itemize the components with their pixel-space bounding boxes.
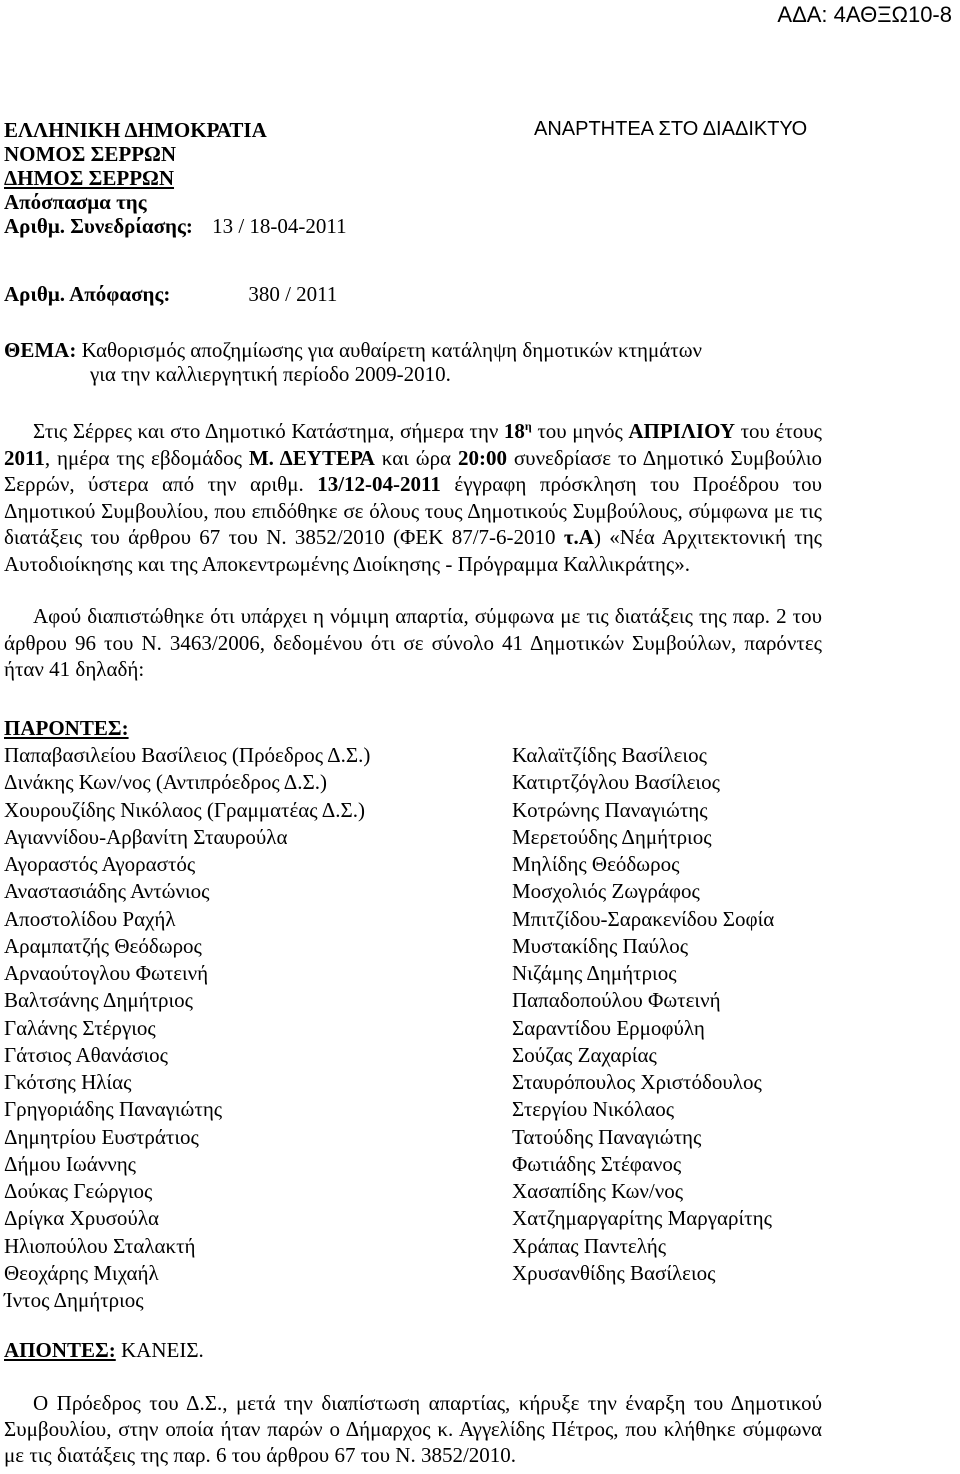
council-member: Αναστασιάδης Αντώνιος bbox=[4, 879, 210, 904]
session-line bbox=[4, 214, 347, 238]
quorum-paragraph: Αφού διαπιστώθηκε ότι υπάρχει η νόμιμη απαρτία, σύμφωνα με τις διατάξεις της παρ. 2 του άρθρου 96 του Ν. 3463/2006, δεδομένου ότι σε σύνολο 41 Δημοτικών Συμβούλων, παρόντες ήταν 41 δηλαδή: bbox=[4, 604, 822, 681]
closing-paragraph: Ο Πρόεδρος του Δ.Σ., μετά την διαπίστωση απαρτίας, κήρυξε την έναρξη του Δημοτικού Συμβουλίου, στην οποία ήταν παρών ο Δήμαρχος κ. Αγγελίδης Πέτρος, που κλήθηκε σύμφωνα με τις διατάξεις της παρ. 6 του άρθρου 67 του Ν. 3852/2010. bbox=[4, 1391, 822, 1467]
council-member: Αποστολίδου Ραχήλ bbox=[4, 906, 176, 931]
council-member: Μυστακίδης Παύλος bbox=[512, 933, 689, 958]
document-header bbox=[4, 118, 347, 238]
council-member: Μοσχολιός Ζωγράφος bbox=[512, 879, 700, 904]
decision-value: 380 / 2011 bbox=[248, 282, 338, 306]
council-member: Παπαβασιλείου Βασίλειος (Πρόεδρος Δ.Σ.) bbox=[4, 743, 371, 767]
council-member: Στεργίου Νικόλαος bbox=[512, 1097, 675, 1122]
header-line-municipality: ΔΗΜΟΣ ΣΕΡΡΩΝ bbox=[4, 166, 175, 190]
council-member: Γάτσιος Αθανάσιος bbox=[4, 1042, 168, 1067]
council-member: Δημητρίου Ευστράτιος bbox=[4, 1124, 199, 1149]
subject-line-1: Καθορισμός αποζημίωσης για αυθαίρετη κατάληψη δημοτικών κτημάτων bbox=[81, 338, 703, 362]
subject bbox=[4, 338, 702, 386]
council-member: Αραμπατζής Θεόδωρος bbox=[4, 933, 202, 958]
meeting-day: 18 bbox=[503, 419, 525, 443]
absent-value: ΚΑΝΕΙΣ. bbox=[121, 1338, 204, 1362]
ada-code: ΑΔΑ: 4ΑΘΞΩ10-8 bbox=[777, 2, 952, 27]
council-member: Σαραντίδου Ερμοφύλη bbox=[512, 1015, 705, 1040]
council-member: Χατζημαργαρίτης Μαργαρίτης bbox=[512, 1206, 772, 1231]
p1-text-h: ) «Νέα Αρχιτεκτονική της Αυτοδιοίκησης και της Αποκεντρωμένης Διοίκησης - Πρόγραμμα Καλλικράτης». bbox=[4, 525, 822, 576]
council-member: Θεοχάρης Μιχαήλ bbox=[4, 1260, 159, 1285]
council-member: Φωτιάδης Στέφανος bbox=[512, 1151, 682, 1176]
decision-label: Αριθμ. Απόφασης: bbox=[4, 282, 171, 306]
council-member: Σούζας Ζαχαρίας bbox=[512, 1042, 657, 1067]
council-member: Δούκας Γεώργιος bbox=[4, 1179, 153, 1203]
council-member: Αγιαννίδου-Αρβανίτη Σταυρούλα bbox=[4, 824, 288, 849]
present-list-left bbox=[4, 742, 370, 1314]
council-member: Κατιρτζόγλου Βασίλειος bbox=[512, 770, 720, 795]
header-line-prefecture: ΝΟΜΟΣ ΣΕΡΡΩΝ bbox=[4, 142, 177, 166]
council-member: Νιζάμης Δημήτριος bbox=[512, 961, 677, 985]
meeting-weekday: Μ. ΔΕΥΤΕΡΑ bbox=[248, 445, 375, 470]
meeting-day-suffix: η bbox=[524, 419, 532, 433]
session-value: 13 / 18-04-2011 bbox=[212, 214, 347, 238]
opening-paragraph bbox=[4, 413, 822, 577]
council-member: Γρηγοριάδης Παναγιώτης bbox=[4, 1097, 223, 1122]
council-member: Τατούδης Παναγιώτης bbox=[512, 1124, 702, 1149]
p1-text-d: , ημέρα της εβδομάδος bbox=[44, 445, 249, 470]
council-member: Γκότσης Ηλίας bbox=[4, 1070, 132, 1094]
header-line-excerpt: Απόσπασμα της bbox=[4, 190, 147, 214]
p1-text-f: συνεδρίασε το Δημοτικό Συμβούλιο Σερρών, ύστερα από την αριθμ. bbox=[4, 445, 823, 496]
council-member: Χουρουζίδης Νικόλαος (Γραμματέας Δ.Σ.) bbox=[4, 797, 365, 822]
council-member: Βαλτσάνης Δημήτριος bbox=[4, 988, 193, 1013]
p1-text-g: έγγραφη πρόσκληση του Προέδρου του Δημοτικού Συμβουλίου, που επιδόθηκε σε όλους τους Δημοτικούς Συμβούλους, σύμφωνα με τις διατάξεις του άρθρου 67 του Ν. 3852/2010 (ΦΕΚ 87/7-6-2010 bbox=[4, 472, 822, 549]
present-title: ΠΑΡΟΝΤΕΣ: bbox=[4, 716, 129, 740]
p1-text-b: του μηνός bbox=[531, 419, 629, 443]
council-member: Χρυσανθίδης Βασίλειος bbox=[512, 1260, 716, 1285]
invitation-number: 13/12-04-2011 bbox=[317, 472, 441, 496]
meeting-month: ΑΠΡΙΛΙΟΥ bbox=[628, 419, 736, 443]
council-member: Ηλιοπούλου Σταλακτή bbox=[4, 1233, 196, 1258]
subject-label: ΘΕΜΑ: bbox=[4, 338, 77, 362]
council-member: Δινάκης Κων/νος (Αντιπρόεδρος Δ.Σ.) bbox=[4, 770, 327, 795]
present-list-right bbox=[512, 742, 774, 1287]
p1-text-a: Στις Σέρρες και στο Δημοτικό Κατάστημα, σήμερα την bbox=[33, 419, 504, 443]
p1-text-e: και ώρα bbox=[374, 445, 458, 470]
publish-notice: ΑΝΑΡΤΗΤΕΑ ΣΤΟ ΔΙΑΔΙΚΤΥΟ bbox=[534, 118, 808, 140]
council-member: Ίντος Δημήτριος bbox=[4, 1288, 144, 1312]
council-member: Γαλάνης Στέργιος bbox=[4, 1015, 156, 1040]
council-member: Παπαδοπούλου Φωτεινή bbox=[512, 988, 721, 1013]
meeting-time: 20:00 bbox=[457, 445, 507, 470]
council-member: Χράπας Παντελής bbox=[512, 1233, 667, 1258]
council-member: Χασαπίδης Κων/νος bbox=[512, 1179, 684, 1203]
header-line-republic: ΕΛΛΗΝΙΚΗ ΔΗΜΟΚΡΑΤΙΑ bbox=[4, 118, 267, 142]
decision-number bbox=[4, 282, 337, 307]
council-member: Κοτρώνης Παναγιώτης bbox=[512, 797, 708, 822]
council-member: Καλαϊτζίδης Βασίλειος bbox=[512, 743, 707, 767]
council-member: Αγοραστός Αγοραστός bbox=[4, 852, 196, 876]
council-member: Αρναούτογλου Φωτεινή bbox=[4, 961, 209, 985]
council-member: Σταυρόπουλος Χριστόδουλος bbox=[512, 1070, 762, 1094]
subject-line-2: για την καλλιεργητική περίοδο 2009-2010. bbox=[90, 362, 451, 386]
council-member: Δρίγκα Χρυσούλα bbox=[4, 1206, 160, 1231]
gazette-issue: τ.Α bbox=[563, 525, 594, 549]
absent-line bbox=[4, 1338, 204, 1363]
session-label: Αριθμ. Συνεδρίασης: bbox=[4, 214, 193, 238]
absent-title: ΑΠΟΝΤΕΣ: bbox=[4, 1338, 116, 1362]
council-member: Μερετούδης Δημήτριος bbox=[512, 824, 712, 849]
council-member: Δήμου Ιωάννης bbox=[4, 1151, 136, 1176]
meeting-year: 2011 bbox=[4, 445, 45, 470]
p1-text-c: του έτους bbox=[735, 419, 822, 443]
council-member: Μηλίδης Θεόδωρος bbox=[512, 852, 680, 876]
council-member: Μπιτζίδου-Σαρακενίδου Σοφία bbox=[512, 906, 775, 931]
